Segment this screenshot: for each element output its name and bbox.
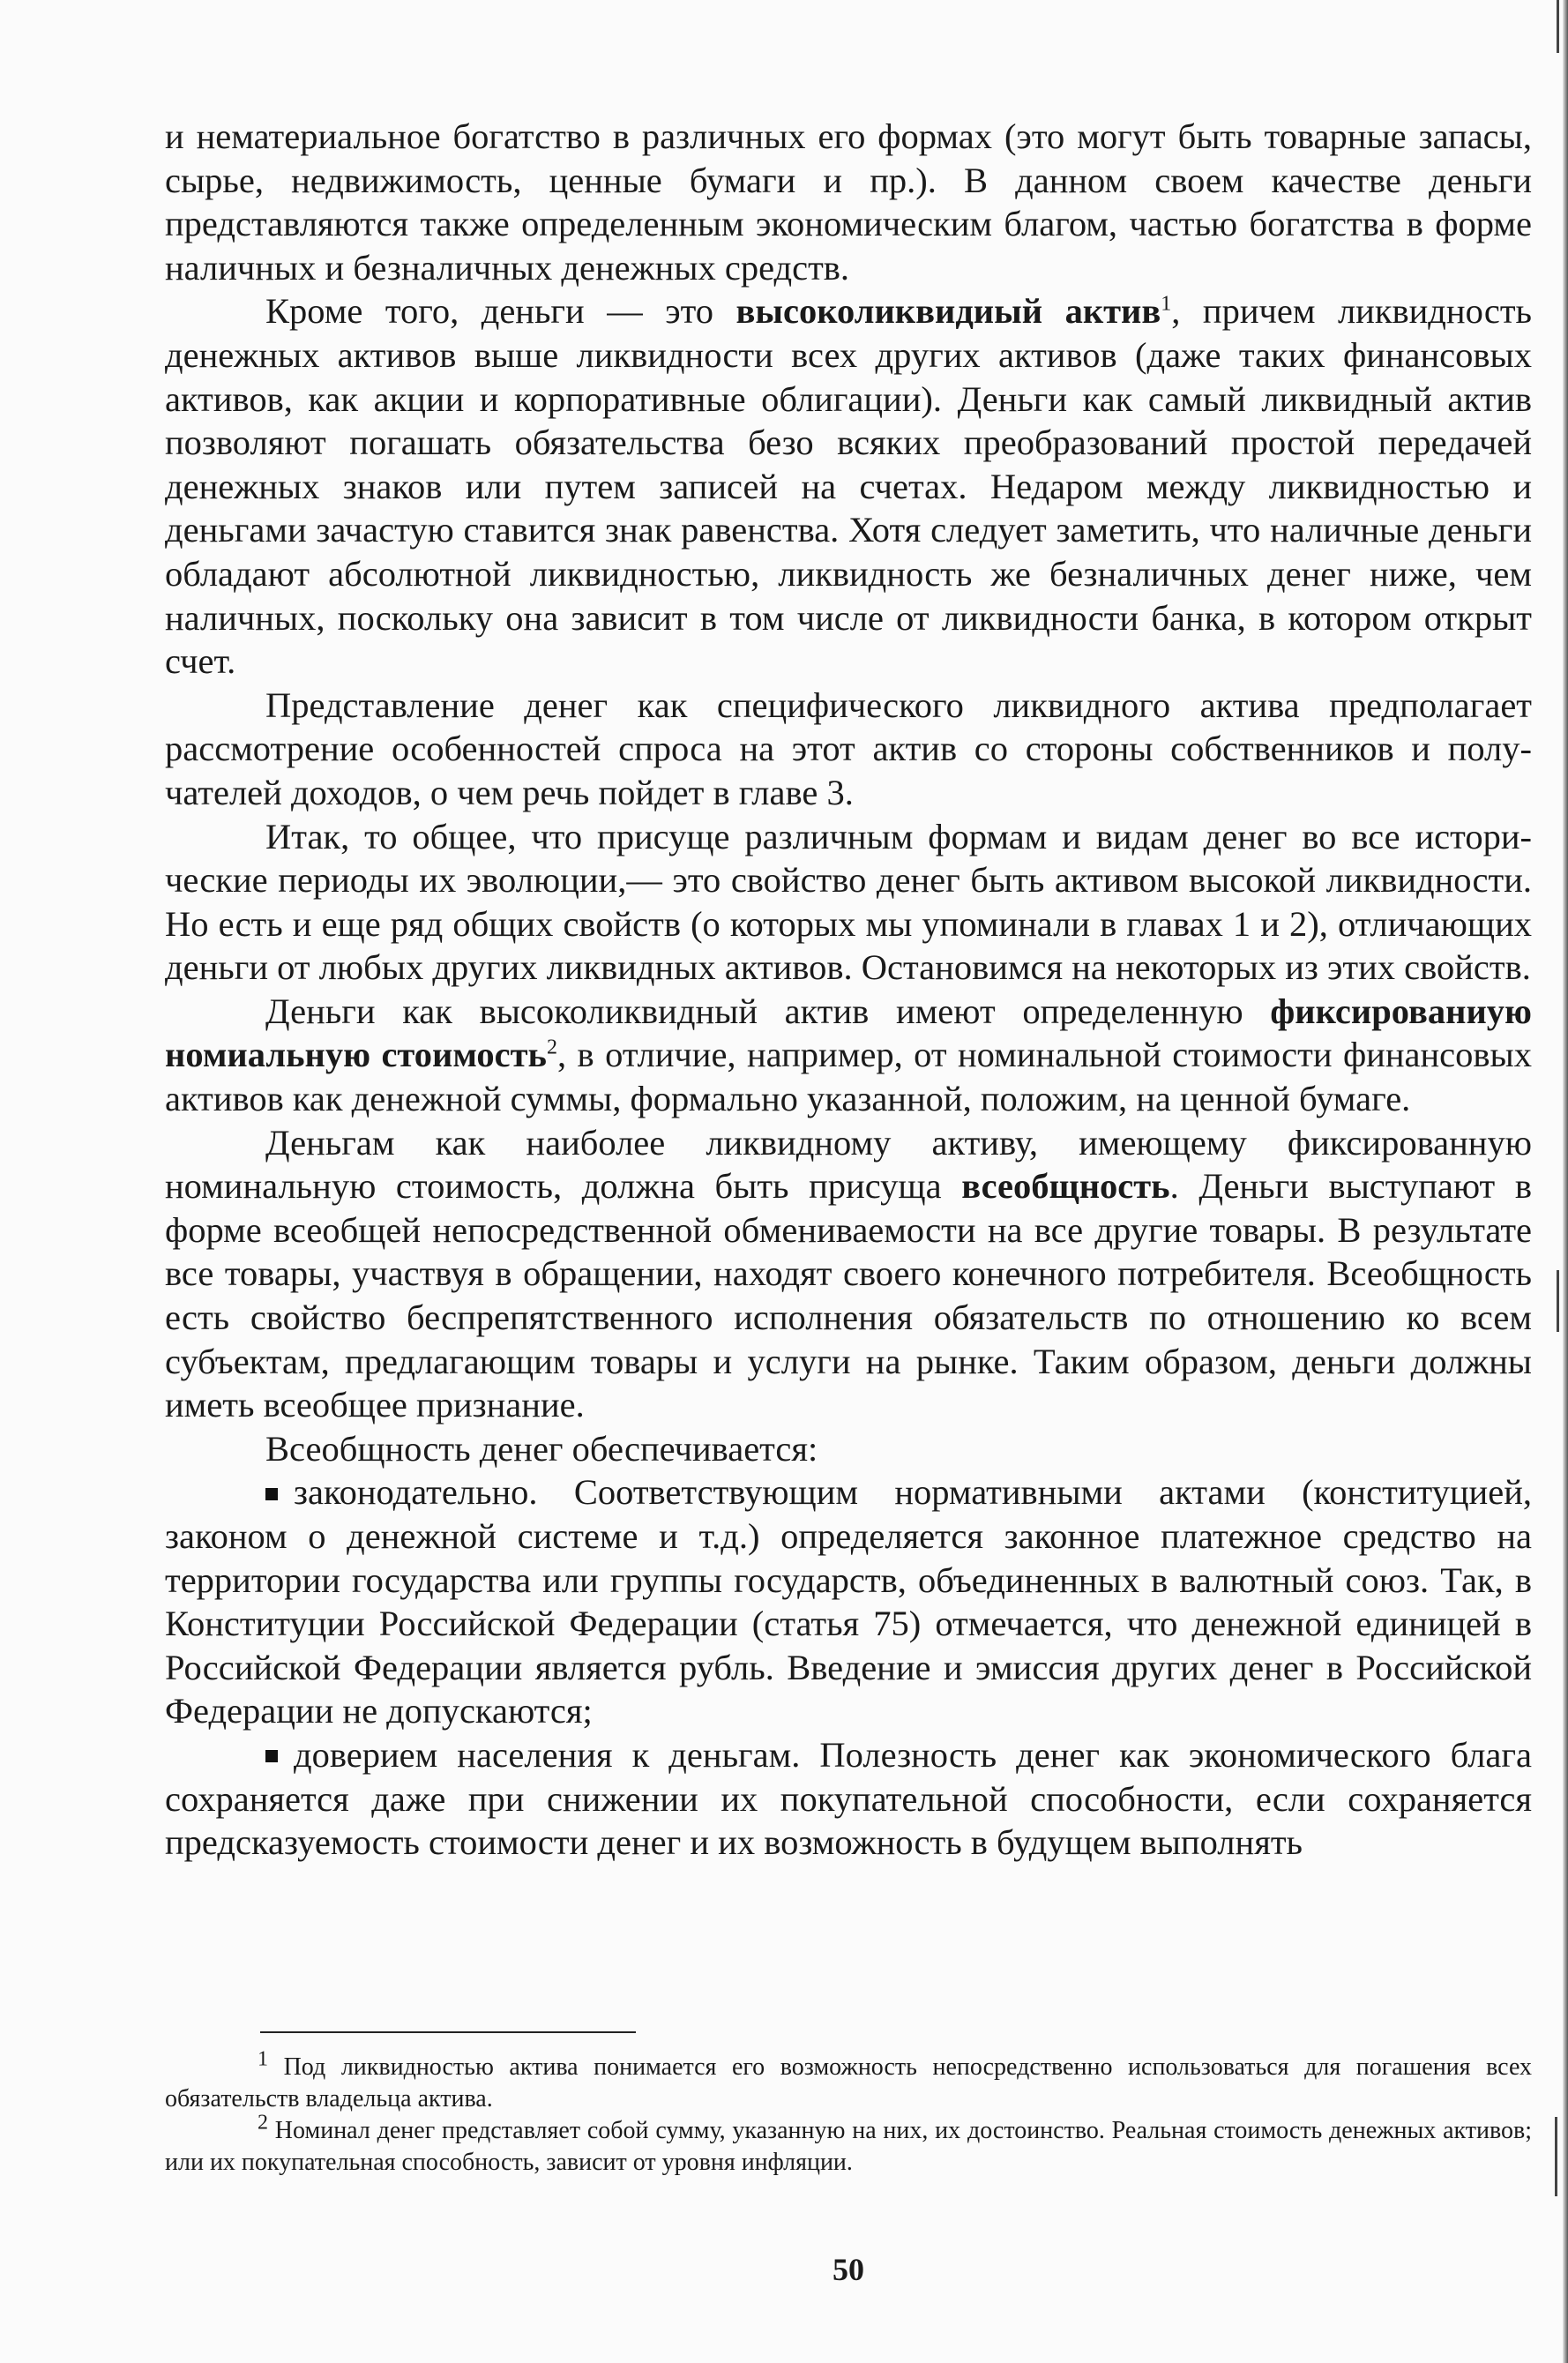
paragraph — [165, 1121, 1532, 1427]
footnote — [165, 2111, 1532, 2179]
scan-mark — [1557, 1270, 1559, 1332]
document-page — [165, 115, 1533, 2287]
scan-mark — [1555, 2117, 1557, 2196]
bullet-icon — [265, 1488, 278, 1500]
paragraph — [165, 684, 1532, 815]
scan-edge — [1563, 0, 1568, 2363]
text-run: доверием населения к деньгам. Полезность денег как экономического блага сохраняется даже при снижении их покупательной способности, если сохраняется предсказуемость стоимости денег и их возможность в будущем выполнять — [165, 1734, 1532, 1863]
paragraph — [165, 815, 1532, 990]
footnote-number: 1 — [258, 2047, 268, 2071]
text-run: законодательно. Соответствующим нормативными актами (конституцией, законом о денежной системе и т.д.) определяется законное платежное средство на территории государства или группы государств, объединенных в валютный союз. Так, в Конституции Российской Федерации (статья 75) отмечается, что денежной единицей в Российской Федерации является рубль. Введение и эмиссия других денег в Российской Федерации не допускаются; — [165, 1472, 1532, 1731]
text-run: Деньги как высоколиквидный актив имеют определенную — [265, 991, 1271, 1031]
text-run: , в отличие, например, от номинальной стоимости финансовых активов как денежной суммы, формально указанной, положим, на ценной бумаге. — [165, 1035, 1532, 1119]
bold-term: всеобщность — [961, 1166, 1170, 1207]
text-run: Всеобщность денег обеспечивается: — [265, 1428, 818, 1469]
bold-term: фиксированиую номиальную стоимость — [165, 991, 1532, 1075]
footnote-ref: 2 — [546, 1036, 557, 1059]
paragraph — [165, 115, 1532, 289]
footnote-text: Номинал денег представляет собой сумму, указанную на них, их достоинство. Реальная стоимость денежных активов; или их покупательная способность, зависит от уровня инфляции. — [165, 2117, 1532, 2176]
page-number: 50 — [833, 2252, 864, 2287]
footnote — [165, 2047, 1533, 2115]
scan-mark — [1557, 0, 1559, 53]
bold-term: высоколиквидиый актив — [735, 291, 1161, 332]
text-run: , причем ликвидность денежных активов выше ликвидности всех других активов (даже таких финансовых активов, как акции и корпоративные облигации). Деньги как самый ликвидный актив позволяют погашать обязательства безо всяких преобразований простой передачей денежных знаков или путем записей на счетах. Недаром между ликвидностью и деньгами зачастую ставится знак равенства. Хотя следует заметить, что наличные деньги обладают абсолютной ликвидностью, ликвидность же безналичных денег ниже, чем наличных, поскольку она зависит в том числе от ликвидности банка, в котором открыт счет. — [165, 291, 1532, 682]
footnote-number: 2 — [258, 2111, 268, 2135]
footnotes — [165, 2047, 1533, 2179]
bullet-paragraph — [165, 1470, 1532, 1733]
text-run: Кроме того, деньги — это — [265, 291, 736, 332]
body-text — [165, 115, 1532, 1865]
paragraph — [165, 289, 1532, 683]
text-run: . Деньги выступают в форме всеобщей непосредственной обмениваемости на все другие товары. В результате все товары, участвуя в обращении, находят своего конечного потребителя. Всеобщность есть свойство беспрепятственного исполнения обязательств по отношению ко всем субъектам, предлагающим товары и услуги на рынке. Таким образом, деньги должны иметь всеобщее признание. — [165, 1166, 1532, 1425]
text-run: Деньгам как наиболее ликвидному активу, имеющему фиксированную номинальную стоимость, должна быть присуща — [165, 1122, 1532, 1207]
text-run: и нематериальное богатство в различных его формах (это могут быть товарные запасы, сырье, недвижимость, ценные бумаги и пр.). В данном своем качестве деньги представляются также определенным экономическим благом, частью богатства в форме наличных и безналичных денежных средств. — [165, 116, 1532, 288]
paragraph — [165, 1427, 1532, 1471]
text-run: Итак, то общее, что присуще различным формам и видам денег во все исторические периоды их эволюции,— это свойство денег быть активом высокой ликвидности. Но есть и еще ряд общих свойств (о которых мы упоминали в главах 1 и 2), отличающих деньги от любых других ликвидных активов. Остановимся на некоторых из этих свойств. — [165, 816, 1532, 988]
bullet-paragraph — [165, 1733, 1532, 1865]
paragraph — [165, 990, 1532, 1121]
footnote-ref: 1 — [1161, 292, 1172, 316]
text-run: Представление денег как специфического ликвидного актива предполагает рассмотрение особенностей спроса на этот актив со стороны собственников и получателей доходов, о чем речь пойдет в главе 3. — [165, 684, 1532, 812]
footnote-text: Под ликвидностью актива понимается его возможность непосредственно использоваться для погашения всех обязательств владельца актива. — [165, 2053, 1533, 2112]
bullet-icon — [265, 1750, 278, 1762]
footnote-rule — [260, 2031, 636, 2033]
